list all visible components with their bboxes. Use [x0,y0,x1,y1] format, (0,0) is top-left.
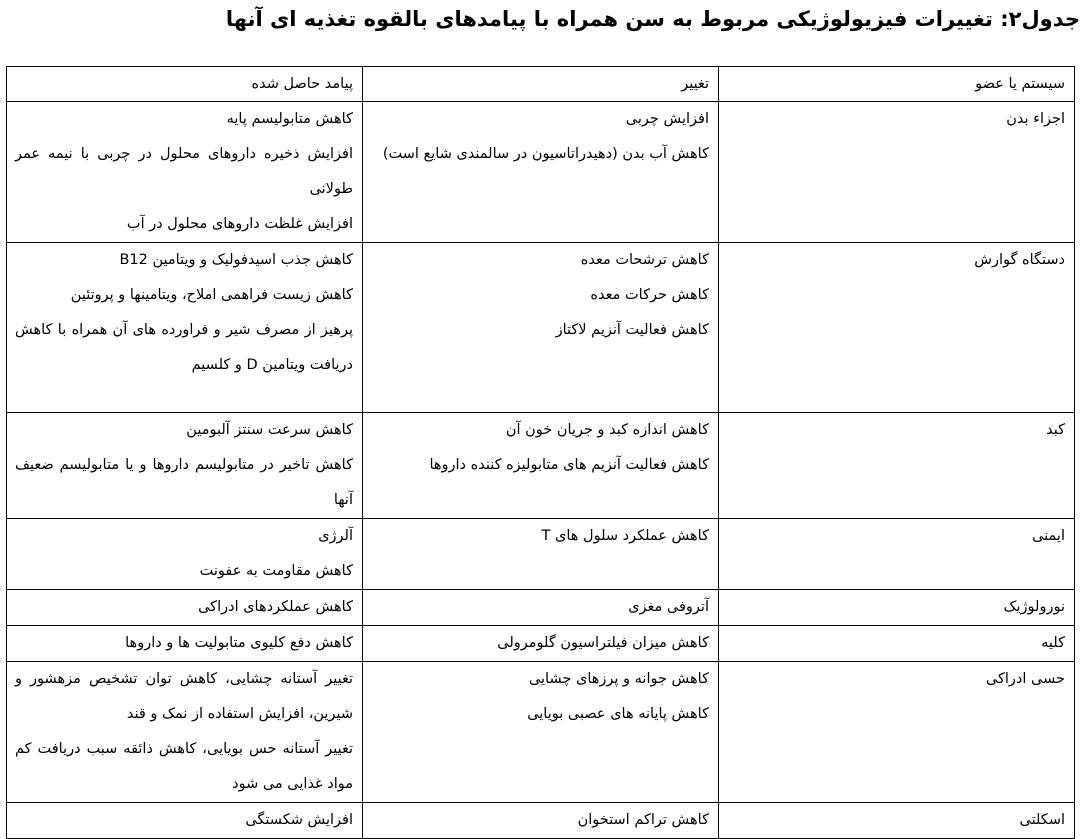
header-outcome: پیامد حاصل شده [7,67,363,102]
table-row [7,662,1075,803]
outcome-text: پرهیز از مصرف شیر و فراورده های آن همراه با کاهش دریافت ویتامین D و کلسیم [15,322,353,373]
change-cell [363,803,719,839]
outcome-cell [7,626,363,662]
change-cell [363,243,719,413]
outcome-text: افزایش ذخیره داروهای محلول در چربی با نیمه عمر طولانی [15,146,353,197]
table-row [7,803,1075,839]
outcome-text: کاهش مقاومت به عفونت [199,563,353,579]
outcome-text: افزایش غلظت داروهای محلول در آب [126,216,353,232]
outcome-text: کاهش زیست فراهمی املاح، ویتامینها و پروتئین [70,287,353,303]
change-text: آتروفی مغزی [628,599,709,615]
system-text: کبد [1046,422,1065,438]
change-cell [363,413,719,519]
table-row [7,413,1075,519]
change-text: کاهش حرکات معده [590,287,709,303]
outcome-cell [7,102,363,243]
change-text: کاهش آب بدن (دهیدراتاسیون در سالمندی شایع است) [382,146,709,162]
change-text: افزایش چربی [625,111,709,127]
system-cell [719,590,1075,626]
header-change: تغییر [363,67,719,102]
table-title: جدول۲: تغییرات فیزیولوژیکی مربوط به سن همراه با پیامدهای بالقوه تغذیه ای آنها [225,7,1080,31]
change-text: کاهش فعالیت آنزیم های متابولیزه کننده داروها [429,457,709,473]
outcome-text: تغییر آستانه چشایی، کاهش توان تشخیص مزهشور و شیرین، افزایش استفاده از نمک و قند [15,671,353,722]
age-physiology-table [6,66,1075,839]
outcome-text: کاهش دفع کلیوی متابولیت ها و داروها [125,635,353,651]
change-text: کاهش جوانه و پرزهای چشایی [528,671,709,687]
outcome-text: کاهش جذب اسیدفولیک و ویتامین B12 [119,252,353,268]
outcome-text: کاهش متابولیسم پایه [226,111,353,127]
system-text: اسکلتی [1019,812,1065,828]
table-row [7,590,1075,626]
table-header-row [7,67,1075,102]
system-cell [719,626,1075,662]
change-text: کاهش اندازه کبد و جریان خون آن [505,422,709,438]
outcome-cell [7,662,363,803]
change-text: کاهش فعالیت آنزیم لاکتاز [555,322,709,338]
system-cell [719,662,1075,803]
table-row [7,626,1075,662]
system-cell [719,102,1075,243]
system-text: اجزاء بدن [1006,111,1065,127]
change-text: کاهش پایانه های عصبی بویایی [527,706,709,722]
system-text: ایمنی [1032,528,1065,544]
table-row [7,243,1075,413]
outcome-text: کاهش تاخیر در متابولیسم داروها و یا متابولیسم ضعیف آنها [15,457,353,508]
system-cell [719,413,1075,519]
system-cell [719,803,1075,839]
outcome-text: کاهش سرعت سنتز آلبومین [186,422,353,438]
system-text: کلیه [1041,635,1065,651]
system-cell [719,243,1075,413]
change-cell [363,626,719,662]
table-row [7,519,1075,590]
system-cell [719,519,1075,590]
change-cell [363,102,719,243]
change-cell [363,662,719,803]
outcome-text: افزایش شکستگی [245,812,353,828]
change-text: کاهش عملکرد سلول های T [541,528,709,544]
outcome-text: تغییر آستانه حس بویایی، کاهش ذائقه سبب دریافت کم مواد غذایی می شود [15,741,353,792]
change-text: کاهش ترشحات معده [580,252,709,268]
change-text: کاهش میزان فیلتراسیون گلومرولی [497,635,709,651]
outcome-cell [7,413,363,519]
change-text: کاهش تراکم استخوان [577,812,709,828]
change-cell [363,590,719,626]
outcome-cell [7,803,363,839]
system-text: حسی ادراکی [985,671,1065,687]
outcome-cell [7,590,363,626]
outcome-text: آلرژی [318,528,353,544]
outcome-cell [7,519,363,590]
system-text: نورولوژیک [1003,599,1065,615]
outcome-text: کاهش عملکردهای ادراکی [198,599,353,615]
header-system: سیستم یا عضو [719,67,1075,102]
outcome-cell [7,243,363,413]
table-row [7,102,1075,243]
change-cell [363,519,719,590]
system-text: دستگاه گوارش [974,252,1065,268]
